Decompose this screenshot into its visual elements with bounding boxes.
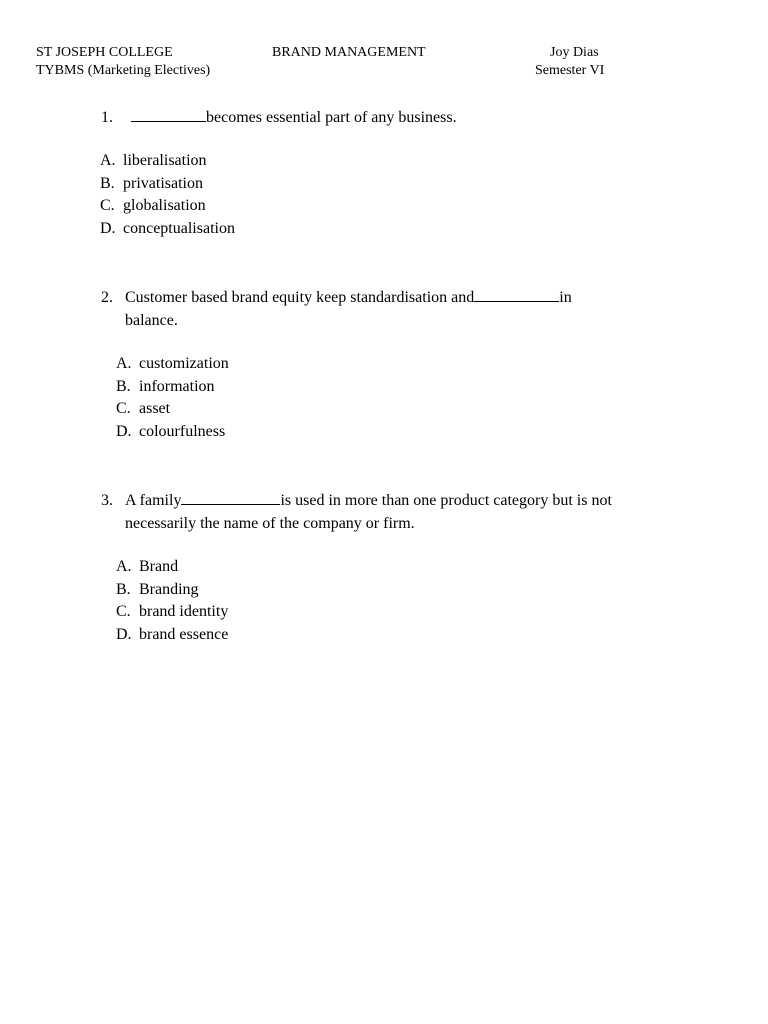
option-text: brand identity (139, 603, 229, 620)
option-letter: A. (100, 152, 116, 169)
option-text: Branding (139, 580, 199, 598)
option-letter: D. (116, 625, 132, 643)
option-letter: B. (116, 580, 131, 598)
question-2-options (116, 353, 416, 443)
option-letter: C. (116, 400, 131, 417)
option-text: information (139, 377, 215, 395)
question-text-before-blank: A family (125, 492, 182, 509)
author-name: Joy Dias (550, 45, 599, 60)
option-letter: A. (116, 558, 132, 575)
option-letter: D. (100, 219, 116, 237)
question-1 (101, 106, 701, 129)
question-number: 3. (101, 492, 113, 509)
question-text-before-blank: Customer based brand equity keep standardisation and (125, 289, 475, 306)
question-text-after-blank: becomes essential part of any business. (206, 109, 457, 126)
question-number: 2. (101, 289, 113, 306)
option-c (116, 398, 416, 421)
answer-blank (181, 489, 280, 505)
question-number: 1. (101, 109, 113, 126)
option-text: liberalisation (123, 152, 207, 169)
option-text: Brand (139, 558, 179, 575)
option-text: conceptualisation (123, 219, 235, 237)
question-text (125, 489, 612, 512)
subject-title: BRAND MANAGEMENT (272, 45, 426, 60)
question-continuation: balance. (125, 312, 178, 329)
college-name: ST JOSEPH COLLEGE (36, 45, 173, 60)
option-a (116, 353, 416, 376)
option-a (116, 556, 416, 579)
question-3-options (116, 556, 416, 646)
option-letter: C. (100, 197, 115, 214)
option-letter: D. (116, 422, 132, 440)
option-b (116, 579, 416, 602)
answer-blank (474, 286, 559, 302)
option-text: customization (139, 355, 229, 372)
option-text: asset (139, 400, 171, 417)
question-text (131, 106, 457, 129)
answer-blank (131, 106, 206, 122)
option-text: globalisation (123, 197, 206, 214)
option-text: colourfulness (139, 422, 226, 440)
option-b (116, 376, 416, 399)
option-b (100, 173, 400, 196)
question-text-after-blank: is used in more than one product category but is not (280, 492, 612, 509)
question-text (125, 286, 572, 309)
semester-label: Semester VI (535, 63, 605, 78)
question-3 (101, 489, 721, 535)
option-letter: C. (116, 603, 131, 620)
question-1-options (100, 150, 400, 240)
option-text: privatisation (123, 174, 203, 192)
option-letter: A. (116, 355, 132, 372)
option-letter: B. (116, 377, 131, 395)
option-a (100, 150, 400, 173)
option-c (100, 195, 400, 218)
question-text-after-blank: in (559, 289, 572, 306)
option-d (100, 218, 400, 241)
course-name: TYBMS (Marketing Electives) (36, 63, 211, 78)
option-c (116, 601, 416, 624)
option-text: brand essence (139, 625, 229, 643)
option-letter: B. (100, 174, 115, 192)
question-continuation: necessarily the name of the company or firm. (125, 515, 415, 532)
option-d (116, 624, 416, 647)
option-d (116, 421, 416, 444)
question-2 (101, 286, 701, 332)
